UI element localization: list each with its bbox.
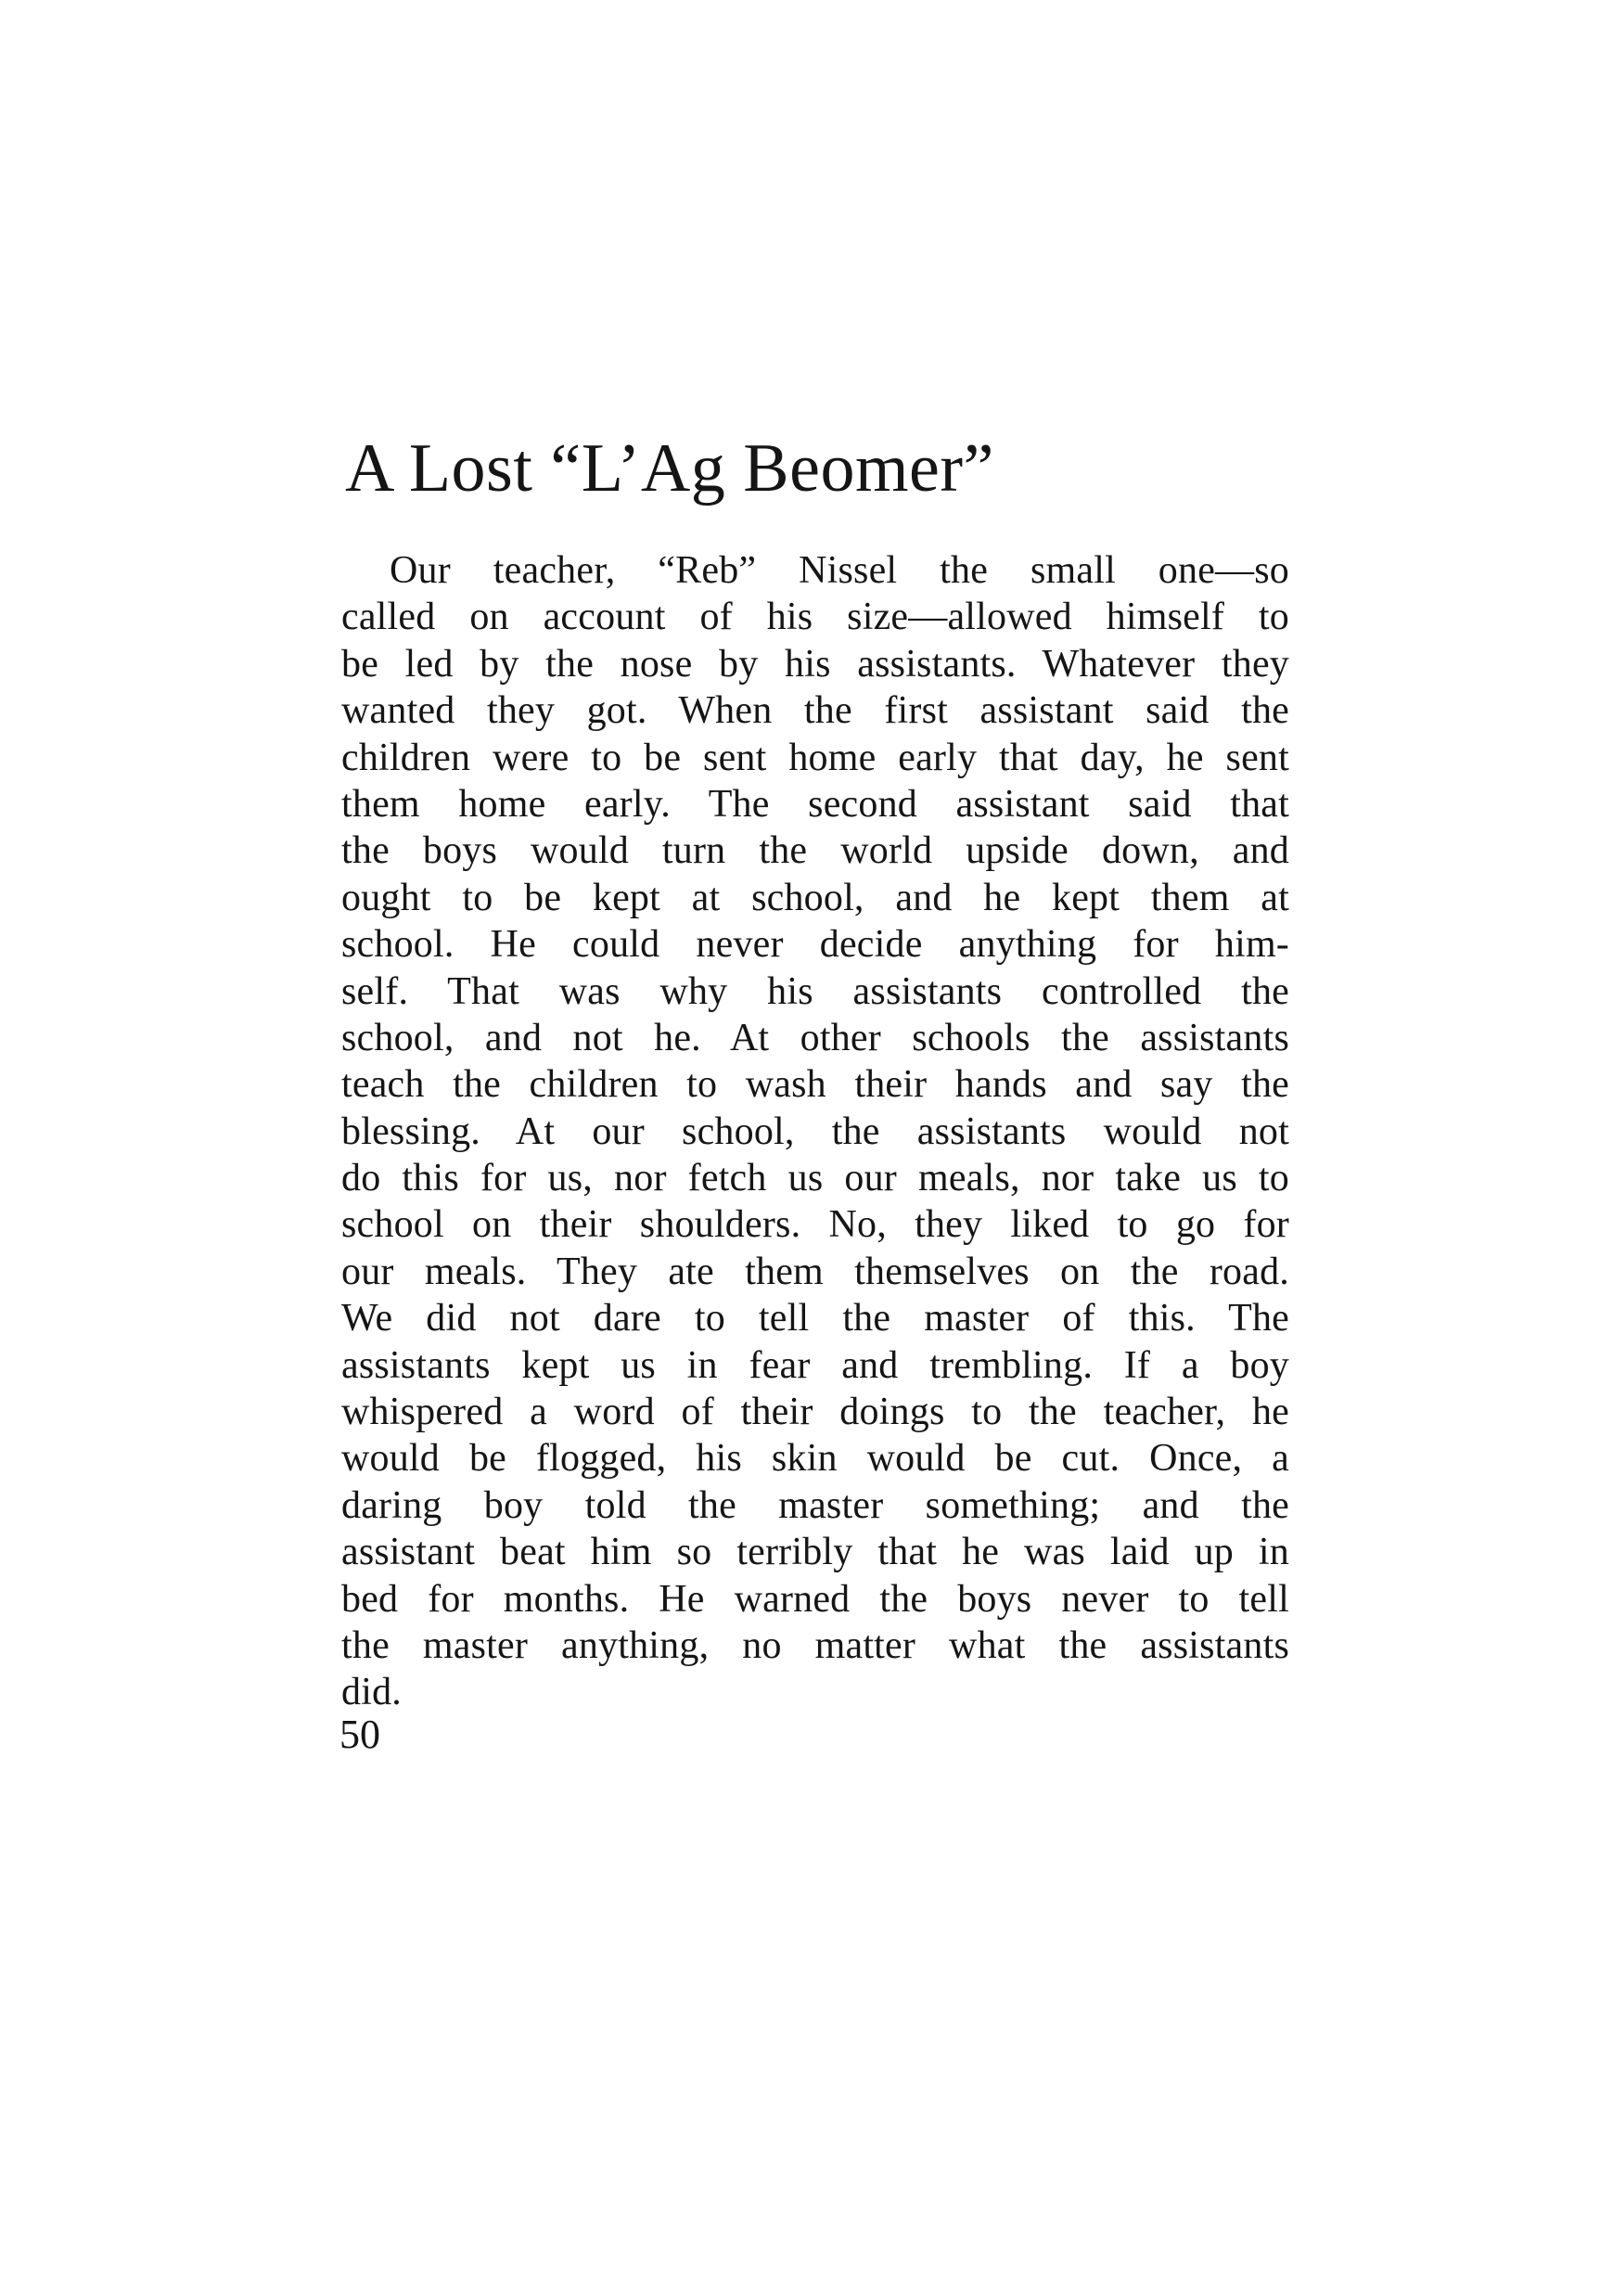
body-line: wanted they got. When the first assistant said the — [341, 689, 1289, 733]
body-line: school, and not he. At other schools the assistants — [341, 1016, 1289, 1059]
body-line: called on account of his size—allowed himself to — [341, 596, 1289, 639]
body-line: them home early. The second assistant said that — [341, 782, 1289, 826]
body-line: self. That was why his assistants controlled the — [341, 969, 1289, 1013]
chapter-title: A Lost “L’Ag Beomer” — [345, 430, 994, 507]
body-line: daring boy told the master something; and the — [341, 1483, 1289, 1527]
body-text — [341, 547, 1289, 1716]
body-line: the master anything, no matter what the assistants — [341, 1623, 1289, 1667]
body-line: bed for months. He warned the boys never to tell — [341, 1577, 1289, 1621]
body-line: blessing. At our school, the assistants would not — [341, 1110, 1289, 1153]
body-line: assistants kept us in fear and trembling. If a boy — [341, 1343, 1289, 1387]
body-line: assistant beat him so terribly that he was laid up in — [341, 1531, 1289, 1574]
body-line: Our teacher, “Reb” Nissel the small one—so — [390, 549, 1289, 592]
body-line: ought to be kept at school, and he kept them at — [341, 876, 1289, 919]
body-line: be led by the nose by his assistants. Whatever they — [341, 642, 1289, 686]
body-line: our meals. They ate them themselves on the road. — [341, 1250, 1289, 1293]
body-line: teach the children to wash their hands and say the — [341, 1063, 1289, 1107]
body-line: would be flogged, his skin would be cut. Once, a — [341, 1437, 1289, 1481]
body-line: the boys would turn the world upside down, and — [341, 829, 1289, 873]
body-line: We did not dare to tell the master of this. The — [341, 1297, 1289, 1340]
page-number: 50 — [339, 1712, 380, 1757]
body-line: school. He could never decide anything for him- — [341, 923, 1289, 967]
body-line: school on their shoulders. No, they liked to go for — [341, 1203, 1289, 1247]
body-line: did. — [341, 1671, 402, 1714]
body-line: do this for us, nor fetch us our meals, nor take us to — [341, 1157, 1289, 1200]
body-line: whispered a word of their doings to the teacher, he — [341, 1391, 1289, 1434]
body-line: children were to be sent home early that day, he sent — [341, 736, 1289, 779]
